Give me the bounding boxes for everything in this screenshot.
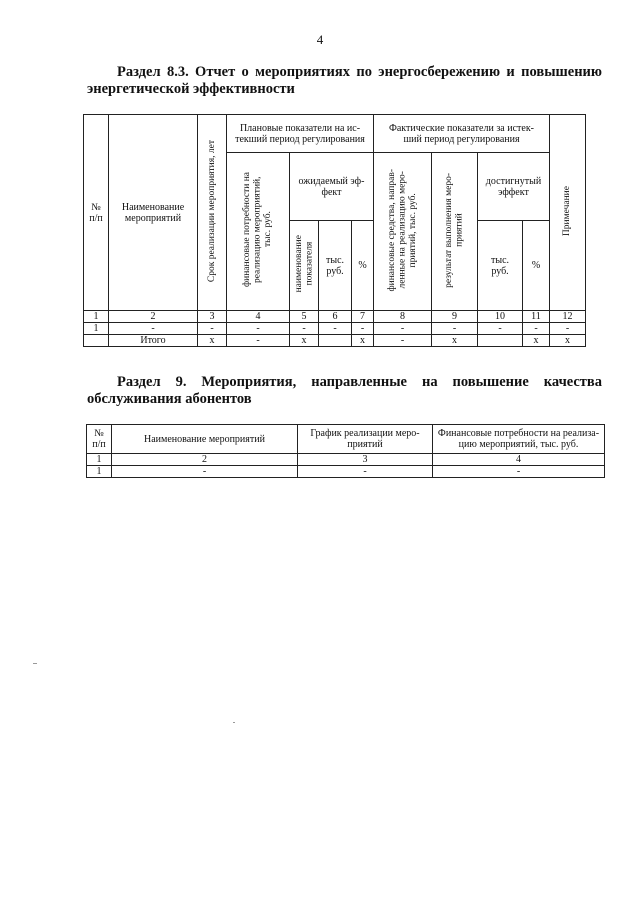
table-cell: 3: [198, 311, 227, 323]
table-cell: -: [298, 466, 433, 478]
header-name: Наименование мероприятий: [109, 115, 198, 311]
table-cell: х: [352, 335, 374, 347]
s9-header-schedule: График реализации меро- приятий: [298, 425, 433, 454]
table-cell: 6: [319, 311, 352, 323]
table-cell: 9: [432, 311, 478, 323]
table-cell: х: [432, 335, 478, 347]
header-fin-need: финансовые потребности на реализацию мероприятий, тыс. руб.: [242, 172, 274, 288]
s9-header-fin-need: Финансовые потребности на реализа- цию мероприятий, тыс. руб.: [433, 425, 605, 454]
table-cell: -: [352, 323, 374, 335]
table-cell: -: [227, 335, 290, 347]
header-note: Примечание: [562, 185, 573, 237]
table-cell: 4: [227, 311, 290, 323]
table-cell: -: [290, 323, 319, 335]
header-planned: Плановые показатели на ис- текший период регулирования: [227, 115, 374, 153]
table-cell: 1: [84, 311, 109, 323]
table-cell: 11: [523, 311, 550, 323]
page-number: 4: [316, 32, 324, 47]
table-cell: [478, 335, 523, 347]
header-period: Срок реализации мероприятия, лет: [206, 139, 217, 283]
table-cell: -: [550, 323, 586, 335]
header-achieved-effect: достигнутый эффект: [478, 153, 550, 221]
scan-speck: [233, 722, 235, 723]
table-cell: -: [433, 466, 605, 478]
table-cell: 1: [87, 466, 112, 478]
table-cell: 1: [87, 454, 112, 466]
header-pct: %: [352, 221, 374, 311]
table-cell: 4: [433, 454, 605, 466]
table-cell: -: [227, 323, 290, 335]
table-cell: -: [432, 323, 478, 335]
table-cell: 5: [290, 311, 319, 323]
table-cell: 12: [550, 311, 586, 323]
table-row: [87, 466, 605, 478]
table-cell: -: [109, 323, 198, 335]
table-cell: 8: [374, 311, 432, 323]
table-cell: -: [523, 323, 550, 335]
header-period-cell: [198, 115, 227, 311]
header-th-rub: тыс. руб.: [319, 221, 352, 311]
table-cell: -: [478, 323, 523, 335]
table-cell: 2: [109, 311, 198, 323]
section-8-3-title: Раздел 8.3. Отчет о мероприятиях по энергосбережению и повышению энергетической эффективности: [87, 64, 602, 97]
header-num: № п/п: [84, 115, 109, 311]
total-row: [84, 335, 586, 347]
header-fin-spent: финансовые средства, направ- ленные на реализацию меро- приятий, тыс. руб.: [386, 168, 418, 292]
table-cell: х: [290, 335, 319, 347]
column-number-row: [84, 311, 586, 323]
table-cell: х: [550, 335, 586, 347]
table-cell: Итого: [109, 335, 198, 347]
column-number-row: [87, 454, 605, 466]
table-cell: х: [198, 335, 227, 347]
header-actual: Фактические показатели за истек- ший период регулирования: [374, 115, 550, 153]
header-indicator-name: наименование показателя: [293, 235, 314, 293]
section-9-title: Раздел 9. Мероприятия, направленные на повышение качества обслуживания абонентов: [87, 374, 602, 407]
header-note-cell: [550, 115, 586, 311]
table-cell: [84, 335, 109, 347]
table-cell: х: [523, 335, 550, 347]
header-fin-need-cell: [227, 153, 290, 311]
table-cell: 7: [352, 311, 374, 323]
header-result-cell: [432, 153, 478, 311]
table-cell: -: [374, 323, 432, 335]
table-cell: 3: [298, 454, 433, 466]
table-cell: 2: [112, 454, 298, 466]
table-cell: -: [198, 323, 227, 335]
header-indicator-cell: [290, 221, 319, 311]
table-cell: -: [374, 335, 432, 347]
header-result: результат выполнения меро- приятий: [444, 172, 465, 288]
section-8-3-table: [83, 114, 586, 347]
header-pct-2: %: [523, 221, 550, 311]
table-cell: [319, 335, 352, 347]
table-cell: 1: [84, 323, 109, 335]
section-9-table: [86, 424, 605, 478]
table-cell: -: [319, 323, 352, 335]
scan-speck: [33, 663, 37, 664]
header-th-rub-2: тыс. руб.: [478, 221, 523, 311]
table-cell: -: [112, 466, 298, 478]
table-row: [84, 323, 586, 335]
header-fin-spent-cell: [374, 153, 432, 311]
s9-header-num: № п/п: [87, 425, 112, 454]
s9-header-name: Наименование мероприятий: [112, 425, 298, 454]
header-expected-effect: ожидаемый эф- фект: [290, 153, 374, 221]
table-cell: 10: [478, 311, 523, 323]
